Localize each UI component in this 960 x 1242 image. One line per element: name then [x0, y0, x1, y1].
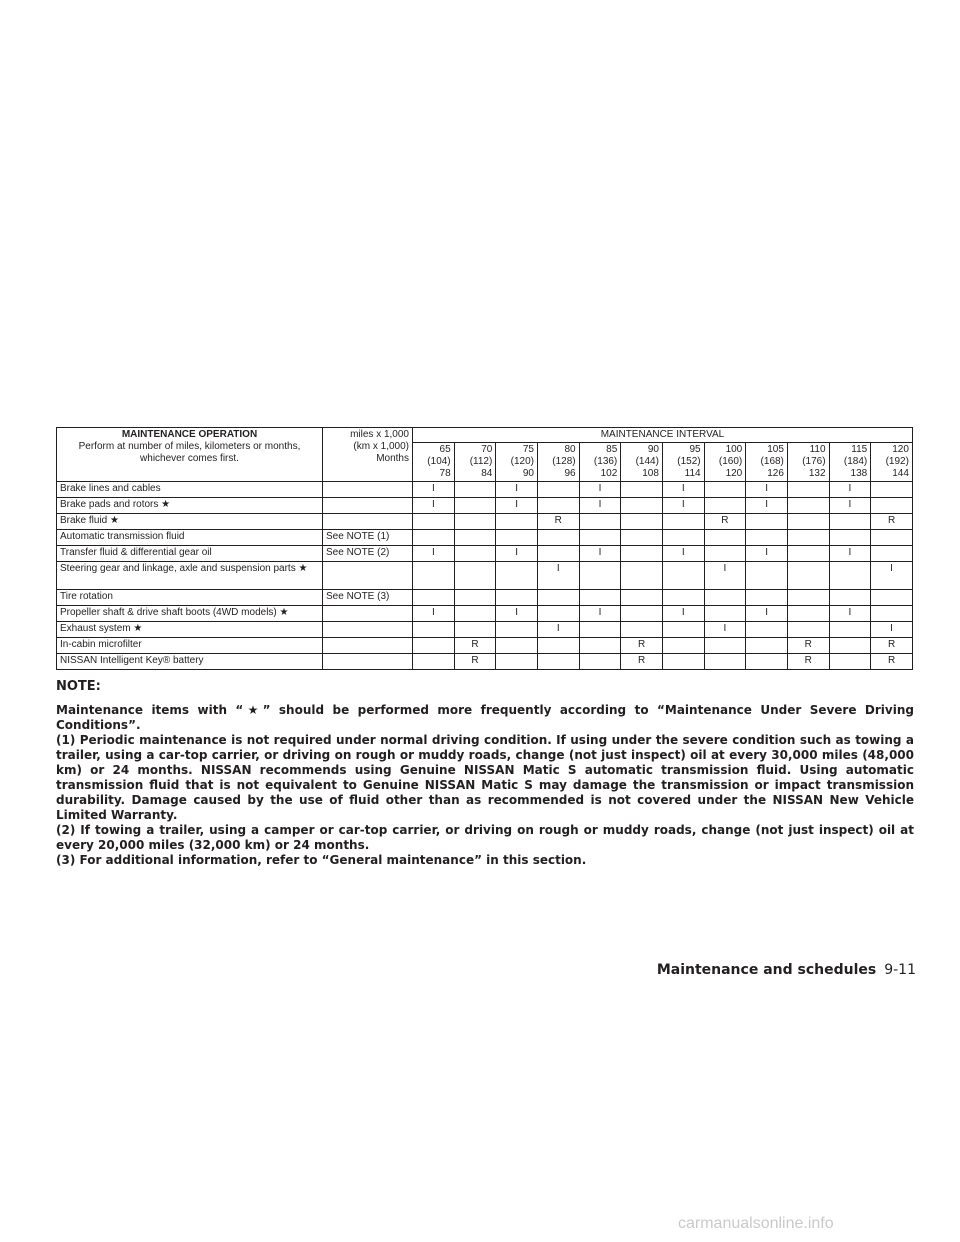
table-row — [57, 530, 913, 546]
maintenance-schedule-table-wrapper — [56, 427, 912, 670]
interval-months: 108 — [642, 468, 659, 479]
interval-mark: I — [579, 606, 621, 622]
table-row — [57, 546, 913, 562]
item-note — [323, 514, 413, 530]
interval-mark — [579, 590, 621, 606]
interval-months: 138 — [850, 468, 868, 479]
interval-mark — [787, 514, 829, 530]
unit-miles: miles x 1,000 — [350, 429, 409, 440]
interval-mark: I — [662, 498, 704, 514]
item-name: Tire rotation — [57, 590, 323, 606]
interval-mark — [746, 638, 788, 654]
star-note: Maintenance items with “★” should be performed more frequently according to “Maintenance Under Severe Driving Conditions”. — [56, 703, 914, 732]
interval-mark: I — [413, 606, 455, 622]
maintenance-schedule-table — [56, 427, 913, 670]
interval-mark — [746, 590, 788, 606]
interval-miles: 80 — [564, 444, 576, 455]
interval-mark: R — [787, 654, 829, 670]
interval-mark — [621, 590, 663, 606]
interval-months: 102 — [600, 468, 618, 479]
table-row — [57, 482, 913, 498]
interval-mark — [829, 530, 871, 546]
item-note — [323, 562, 413, 590]
table-row — [57, 654, 913, 670]
interval-mark — [496, 590, 538, 606]
item-note: See NOTE (3) — [323, 590, 413, 606]
item-note — [323, 638, 413, 654]
interval-mark — [662, 638, 704, 654]
interval-mark — [454, 546, 496, 562]
interval-mark — [496, 638, 538, 654]
item-note: See NOTE (2) — [323, 546, 413, 562]
interval-mark: R — [871, 638, 913, 654]
unit-header — [323, 428, 413, 482]
interval-mark: R — [454, 638, 496, 654]
interval-mark — [704, 638, 746, 654]
interval-col-85 — [579, 443, 621, 482]
interval-mark: I — [413, 498, 455, 514]
interval-km: (104) — [427, 456, 451, 467]
interval-mark — [496, 622, 538, 638]
note-1: (1) Periodic maintenance is not required under normal driving condition. If using under the severe condition such as towing a trailer, using a car-top carrier, or driving on rough or muddy roads, change (not just inspect) oil at every 30,000 miles (48,000 km) or 24 months. NISSAN recommends using Genuine NISSAN Matic S automatic transmission fluid. Using automatic transmission fluid that is not equivalent to Genuine NISSAN Matic S may damage the transmission or impact transmission durability. Damage caused by the use of fluid other than as recommended is not covered under the NISSAN New Vehicle Limited Warranty. — [56, 733, 914, 822]
interval-mark: R — [871, 654, 913, 670]
interval-mark: I — [829, 606, 871, 622]
item-name: Propeller shaft & drive shaft boots (4WD models) ★ — [57, 606, 323, 622]
interval-mark — [621, 498, 663, 514]
interval-mark: R — [621, 638, 663, 654]
interval-mark — [454, 530, 496, 546]
interval-title: MAINTENANCE INTERVAL — [413, 428, 913, 443]
interval-mark — [579, 622, 621, 638]
interval-mark — [829, 638, 871, 654]
interval-miles: 105 — [767, 444, 784, 455]
interval-mark — [787, 590, 829, 606]
interval-mark: R — [787, 638, 829, 654]
schedule-body — [57, 482, 913, 670]
interval-mark — [787, 498, 829, 514]
interval-mark — [746, 530, 788, 546]
item-note — [323, 654, 413, 670]
interval-col-95 — [662, 443, 704, 482]
interval-mark — [621, 606, 663, 622]
interval-mark: I — [413, 482, 455, 498]
notes-title: NOTE: — [56, 679, 101, 694]
interval-mark — [537, 590, 579, 606]
interval-mark — [537, 546, 579, 562]
interval-mark: I — [871, 622, 913, 638]
operation-header — [57, 428, 323, 482]
interval-mark — [621, 514, 663, 530]
unit-km: (km x 1,000) — [353, 441, 409, 452]
interval-col-80 — [537, 443, 579, 482]
interval-mark: I — [579, 482, 621, 498]
item-name: NISSAN Intelligent Key® battery — [57, 654, 323, 670]
interval-mark: I — [496, 482, 538, 498]
interval-mark: I — [829, 546, 871, 562]
interval-mark — [871, 530, 913, 546]
interval-mark — [787, 622, 829, 638]
interval-col-90 — [621, 443, 663, 482]
interval-km: (152) — [677, 456, 701, 467]
interval-mark: I — [871, 562, 913, 590]
interval-km: (168) — [760, 456, 784, 467]
interval-km: (136) — [593, 456, 618, 467]
interval-mark: I — [496, 498, 538, 514]
unit-months: Months — [376, 453, 409, 464]
interval-mark — [787, 530, 829, 546]
table-row — [57, 638, 913, 654]
interval-mark: I — [662, 606, 704, 622]
interval-mark: I — [746, 498, 788, 514]
item-name: Brake fluid ★ — [57, 514, 323, 530]
interval-km: (128) — [552, 456, 576, 467]
item-name: Brake pads and rotors ★ — [57, 498, 323, 514]
interval-months: 84 — [481, 468, 493, 479]
interval-mark: I — [704, 562, 746, 590]
interval-mark — [454, 562, 496, 590]
interval-mark: R — [871, 514, 913, 530]
interval-col-105 — [746, 443, 788, 482]
interval-mark — [496, 530, 538, 546]
interval-mark — [829, 654, 871, 670]
interval-mark — [579, 562, 621, 590]
interval-mark — [454, 482, 496, 498]
interval-mark — [621, 482, 663, 498]
operation-subtitle: Perform at number of miles, kilometers or months, whichever comes first. — [78, 441, 301, 464]
interval-mark: I — [746, 482, 788, 498]
interval-mark: R — [454, 654, 496, 670]
interval-months: 120 — [725, 468, 743, 479]
interval-col-110 — [787, 443, 829, 482]
interval-mark — [787, 606, 829, 622]
interval-mark: I — [413, 546, 455, 562]
interval-km: (144) — [635, 456, 659, 467]
interval-mark — [413, 638, 455, 654]
interval-mark — [537, 498, 579, 514]
interval-mark — [454, 498, 496, 514]
interval-mark: I — [662, 482, 704, 498]
interval-mark — [537, 654, 579, 670]
interval-mark — [746, 654, 788, 670]
interval-mark — [579, 638, 621, 654]
interval-mark: I — [579, 498, 621, 514]
item-note — [323, 482, 413, 498]
interval-mark — [704, 590, 746, 606]
item-name: Brake lines and cables — [57, 482, 323, 498]
interval-mark — [871, 590, 913, 606]
interval-months: 144 — [892, 468, 909, 479]
interval-mark — [496, 514, 538, 530]
interval-months: 132 — [808, 468, 826, 479]
interval-mark — [579, 530, 621, 546]
interval-mark — [621, 562, 663, 590]
interval-mark — [871, 498, 913, 514]
table-row — [57, 606, 913, 622]
interval-mark — [662, 562, 704, 590]
interval-mark — [704, 498, 746, 514]
note-3: (3) For additional information, refer to “General maintenance” in this section. — [56, 853, 587, 867]
interval-mark: I — [829, 482, 871, 498]
interval-miles: 95 — [689, 444, 701, 455]
interval-mark — [829, 590, 871, 606]
table-row — [57, 590, 913, 606]
interval-km: (176) — [802, 456, 826, 467]
page-footer — [657, 962, 916, 978]
interval-mark — [537, 606, 579, 622]
interval-mark: R — [704, 514, 746, 530]
interval-col-65 — [413, 443, 455, 482]
item-note: See NOTE (1) — [323, 530, 413, 546]
item-name: Automatic transmission fluid — [57, 530, 323, 546]
interval-miles: 110 — [809, 444, 826, 455]
interval-mark — [871, 546, 913, 562]
interval-mark — [871, 606, 913, 622]
interval-mark: R — [537, 514, 579, 530]
interval-mark — [454, 514, 496, 530]
interval-mark — [829, 562, 871, 590]
interval-mark — [662, 514, 704, 530]
interval-mark — [829, 514, 871, 530]
interval-col-115 — [829, 443, 871, 482]
interval-mark — [413, 622, 455, 638]
interval-mark — [537, 638, 579, 654]
interval-mark — [579, 514, 621, 530]
interval-mark — [704, 606, 746, 622]
table-row — [57, 498, 913, 514]
footer-section-title: Maintenance and schedules — [656, 962, 877, 978]
interval-mark: R — [621, 654, 663, 670]
interval-mark — [871, 482, 913, 498]
interval-mark: I — [746, 606, 788, 622]
interval-mark — [704, 530, 746, 546]
interval-miles: 115 — [851, 444, 868, 455]
interval-mark — [662, 530, 704, 546]
footer-page-number: 9-11 — [884, 962, 916, 978]
interval-mark — [746, 562, 788, 590]
watermark: carmanualsonline.info — [678, 1215, 834, 1232]
item-name: In-cabin microfilter — [57, 638, 323, 654]
interval-mark — [454, 622, 496, 638]
interval-mark — [496, 562, 538, 590]
interval-mark — [454, 590, 496, 606]
header-row-1 — [57, 428, 913, 443]
interval-km: (120) — [510, 456, 534, 467]
interval-mark: I — [829, 498, 871, 514]
interval-mark — [496, 654, 538, 670]
interval-mark — [704, 546, 746, 562]
interval-mark — [662, 622, 704, 638]
interval-mark — [413, 562, 455, 590]
item-note — [323, 498, 413, 514]
interval-mark — [621, 622, 663, 638]
interval-mark: I — [537, 622, 579, 638]
interval-miles: 65 — [439, 444, 451, 455]
interval-mark — [579, 654, 621, 670]
interval-mark — [704, 482, 746, 498]
interval-mark — [537, 482, 579, 498]
interval-months: 126 — [767, 468, 784, 479]
notes-section — [56, 679, 914, 868]
interval-mark: I — [496, 606, 538, 622]
interval-mark — [662, 590, 704, 606]
interval-mark — [704, 654, 746, 670]
interval-mark: I — [496, 546, 538, 562]
interval-mark: I — [746, 546, 788, 562]
interval-mark: I — [662, 546, 704, 562]
interval-mark — [413, 530, 455, 546]
interval-mark — [413, 514, 455, 530]
interval-months: 90 — [522, 468, 534, 479]
item-name: Transfer fluid & differential gear oil — [57, 546, 323, 562]
interval-km: (192) — [885, 456, 909, 467]
interval-mark — [662, 654, 704, 670]
table-row — [57, 514, 913, 530]
interval-mark — [787, 482, 829, 498]
item-name: Steering gear and linkage, axle and suspension parts ★ — [57, 562, 323, 590]
interval-col-100 — [704, 443, 746, 482]
table-row — [57, 562, 913, 590]
interval-km: (160) — [718, 456, 743, 467]
interval-mark — [621, 530, 663, 546]
interval-col-120 — [871, 443, 913, 482]
interval-km: (112) — [469, 456, 493, 467]
interval-months: 96 — [564, 468, 576, 479]
interval-mark — [746, 514, 788, 530]
interval-miles: 75 — [522, 444, 534, 455]
interval-mark — [787, 546, 829, 562]
interval-col-75 — [496, 443, 538, 482]
interval-km: (184) — [843, 456, 868, 467]
interval-miles: 70 — [481, 444, 493, 455]
table-row — [57, 622, 913, 638]
interval-miles: 120 — [892, 444, 909, 455]
interval-mark: I — [704, 622, 746, 638]
interval-mark — [829, 622, 871, 638]
interval-mark — [537, 530, 579, 546]
interval-mark — [787, 562, 829, 590]
item-name: Exhaust system ★ — [57, 622, 323, 638]
interval-mark — [413, 590, 455, 606]
interval-miles: 85 — [606, 444, 618, 455]
interval-mark — [621, 546, 663, 562]
item-note — [323, 606, 413, 622]
interval-mark — [746, 622, 788, 638]
interval-months: 114 — [684, 468, 701, 479]
note-2: (2) If towing a trailer, using a camper or car-top carrier, or driving on rough or muddy roads, change (not just inspect) oil at every 20,000 miles (32,000 km) or 24 months. — [56, 823, 914, 852]
interval-col-70 — [454, 443, 496, 482]
interval-mark — [413, 654, 455, 670]
interval-mark — [454, 606, 496, 622]
interval-mark: I — [579, 546, 621, 562]
interval-miles: 90 — [647, 444, 659, 455]
interval-miles: 100 — [725, 444, 743, 455]
item-note — [323, 622, 413, 638]
operation-title: MAINTENANCE OPERATION — [121, 429, 258, 440]
interval-months: 78 — [439, 468, 451, 479]
interval-mark: I — [537, 562, 579, 590]
